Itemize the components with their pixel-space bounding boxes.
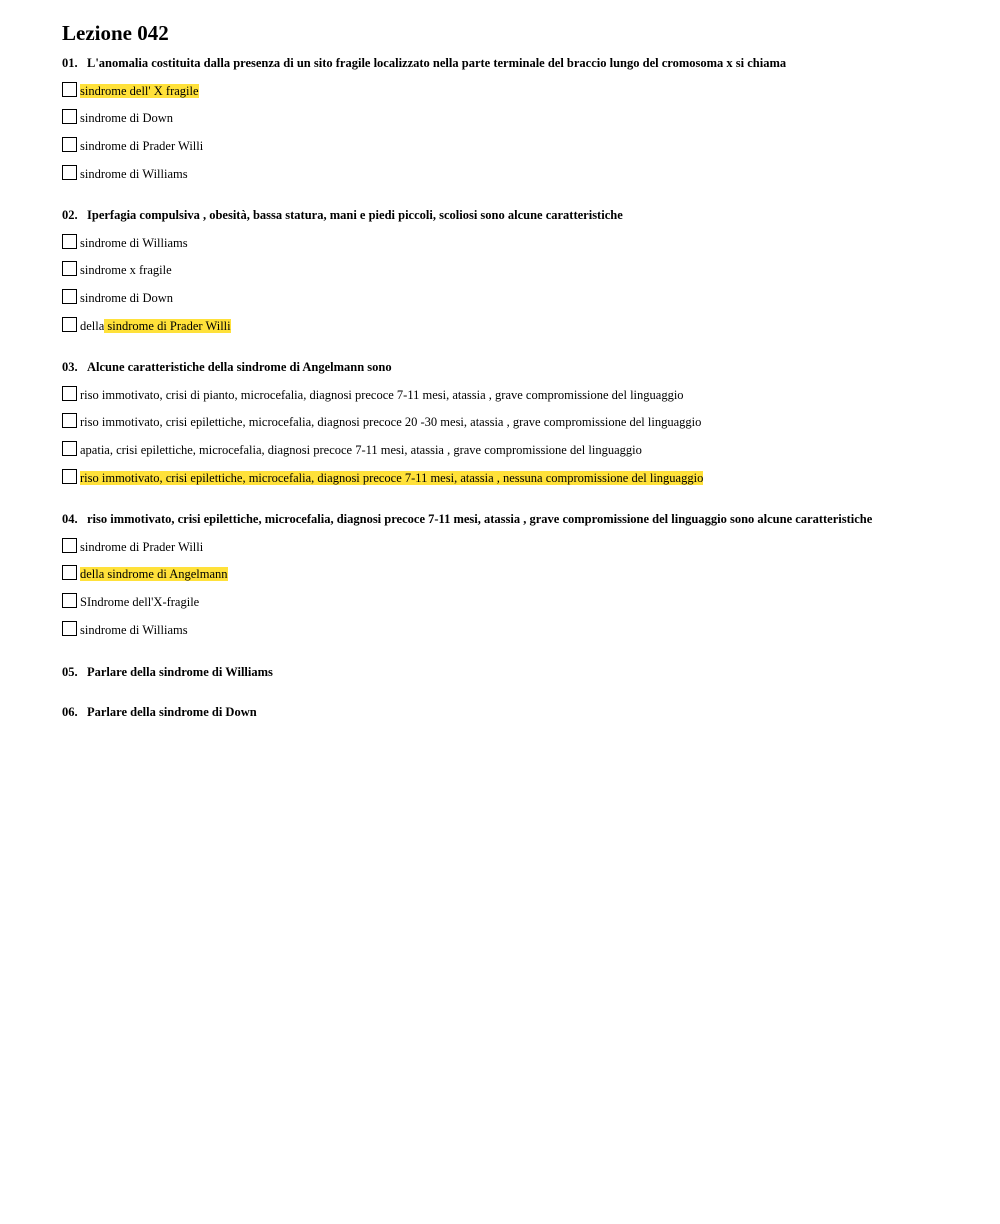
answer-text-plain: sindrome di Williams — [80, 623, 188, 637]
checkbox[interactable] — [62, 386, 77, 401]
answer-text-plain: apatia, crisi epilettiche, microcefalia, diagnosi precoce 7-11 mesi, atassia , grave compromissione del linguaggio — [80, 443, 642, 457]
answer-text — [80, 110, 173, 126]
answer-option[interactable] — [62, 441, 962, 457]
answer-option[interactable] — [62, 565, 962, 581]
checkbox[interactable] — [62, 317, 77, 332]
answer-option[interactable] — [62, 165, 962, 181]
answer-text — [80, 262, 172, 278]
answer-text — [80, 318, 231, 334]
checkbox[interactable] — [62, 82, 77, 97]
question-label: Iperfagia compulsiva , obesità, bassa statura, mani e piedi piccoli, scoliosi sono alcune caratteristiche — [87, 208, 623, 222]
question-block — [62, 511, 962, 637]
answer-option[interactable] — [62, 593, 962, 609]
answer-option[interactable] — [62, 289, 962, 305]
answer-option[interactable] — [62, 538, 962, 554]
answer-text — [80, 83, 199, 99]
answer-option[interactable] — [62, 137, 962, 153]
question-number: 06. — [62, 705, 78, 719]
question-text — [62, 664, 962, 680]
checkbox[interactable] — [62, 261, 77, 276]
question-block — [62, 55, 962, 181]
question-block — [62, 207, 962, 333]
answer-option[interactable] — [62, 413, 962, 429]
answer-text-plain: sindrome x fragile — [80, 263, 172, 277]
answer-text-plain: sindrome di Prader Willi — [80, 540, 204, 554]
answer-text-plain: riso immotivato, crisi epilettiche, microcefalia, diagnosi precoce 20 -30 mesi, atassia , grave compromissione del linguaggio — [80, 415, 702, 429]
answer-text-plain: sindrome di Williams — [80, 167, 188, 181]
answer-option[interactable] — [62, 317, 962, 333]
question-number: 03. — [62, 360, 78, 374]
answer-text-plain: della — [80, 319, 105, 333]
checkbox[interactable] — [62, 441, 77, 456]
answer-text — [80, 235, 188, 251]
question-block — [62, 359, 962, 485]
answer-text — [80, 442, 642, 458]
answer-text-highlighted: sindrome dell' X fragile — [80, 84, 199, 98]
question-text — [62, 359, 962, 375]
question-label: Alcune caratteristiche della sindrome di Angelmann sono — [87, 360, 392, 374]
question-text — [62, 55, 962, 71]
answer-option[interactable] — [62, 469, 962, 485]
checkbox[interactable] — [62, 469, 77, 484]
checkbox[interactable] — [62, 137, 77, 152]
answer-text — [80, 166, 188, 182]
answer-text-highlighted: riso immotivato, crisi epilettiche, microcefalia, diagnosi precoce 7-11 mesi, atassia , nessuna compromissione del linguaggio — [80, 471, 704, 485]
answer-text-highlighted: della sindrome di Angelmann — [80, 567, 228, 581]
document-page — [62, 20, 962, 720]
answer-text — [80, 470, 703, 486]
answer-text — [80, 138, 203, 154]
answer-text-highlighted: sindrome di Prader Willi — [104, 319, 231, 333]
lesson-title: Lezione 042 — [62, 21, 169, 45]
answer-text — [80, 387, 684, 403]
checkbox[interactable] — [62, 621, 77, 636]
question-label: Parlare della sindrome di Williams — [87, 665, 273, 679]
checkbox[interactable] — [62, 565, 77, 580]
answer-text-plain: sindrome di Prader Willi — [80, 139, 204, 153]
question-text — [62, 207, 962, 223]
answer-option[interactable] — [62, 234, 962, 250]
question-label: Parlare della sindrome di Down — [87, 705, 257, 719]
question-label: L'anomalia costituita dalla presenza di un sito fragile localizzato nella parte terminale del braccio lungo del cromosoma x si chiama — [87, 56, 787, 70]
answer-option[interactable] — [62, 621, 962, 637]
answer-text — [80, 414, 701, 430]
answer-text-plain: sindrome di Williams — [80, 236, 188, 250]
question-text — [62, 704, 962, 720]
checkbox[interactable] — [62, 289, 77, 304]
answer-option[interactable] — [62, 386, 962, 402]
answer-text — [80, 566, 228, 582]
question-block — [62, 704, 962, 720]
answer-text — [80, 290, 173, 306]
checkbox[interactable] — [62, 109, 77, 124]
answer-option[interactable] — [62, 261, 962, 277]
checkbox[interactable] — [62, 593, 77, 608]
checkbox[interactable] — [62, 234, 77, 249]
question-number: 02. — [62, 208, 78, 222]
answer-option[interactable] — [62, 82, 962, 98]
answer-text — [80, 539, 203, 555]
question-number: 05. — [62, 665, 78, 679]
checkbox[interactable] — [62, 165, 77, 180]
question-block — [62, 664, 962, 680]
checkbox[interactable] — [62, 413, 77, 428]
answer-text-plain: SIndrome dell'X-fragile — [80, 595, 200, 609]
question-number: 01. — [62, 56, 78, 70]
checkbox[interactable] — [62, 538, 77, 553]
answer-text-plain: riso immotivato, crisi di pianto, microcefalia, diagnosi precoce 7-11 mesi, atassia , grave compromissione del linguaggio — [80, 388, 684, 402]
answer-option[interactable] — [62, 109, 962, 125]
question-text — [62, 511, 962, 527]
question-number: 04. — [62, 512, 78, 526]
answer-text — [80, 622, 188, 638]
answer-text-plain: sindrome di Down — [80, 111, 174, 125]
answer-text-plain: sindrome di Down — [80, 291, 174, 305]
answer-text — [80, 594, 199, 610]
question-label: riso immotivato, crisi epilettiche, microcefalia, diagnosi precoce 7-11 mesi, atassia , grave compromissione del linguaggio sono alcune caratteristiche — [87, 512, 873, 526]
